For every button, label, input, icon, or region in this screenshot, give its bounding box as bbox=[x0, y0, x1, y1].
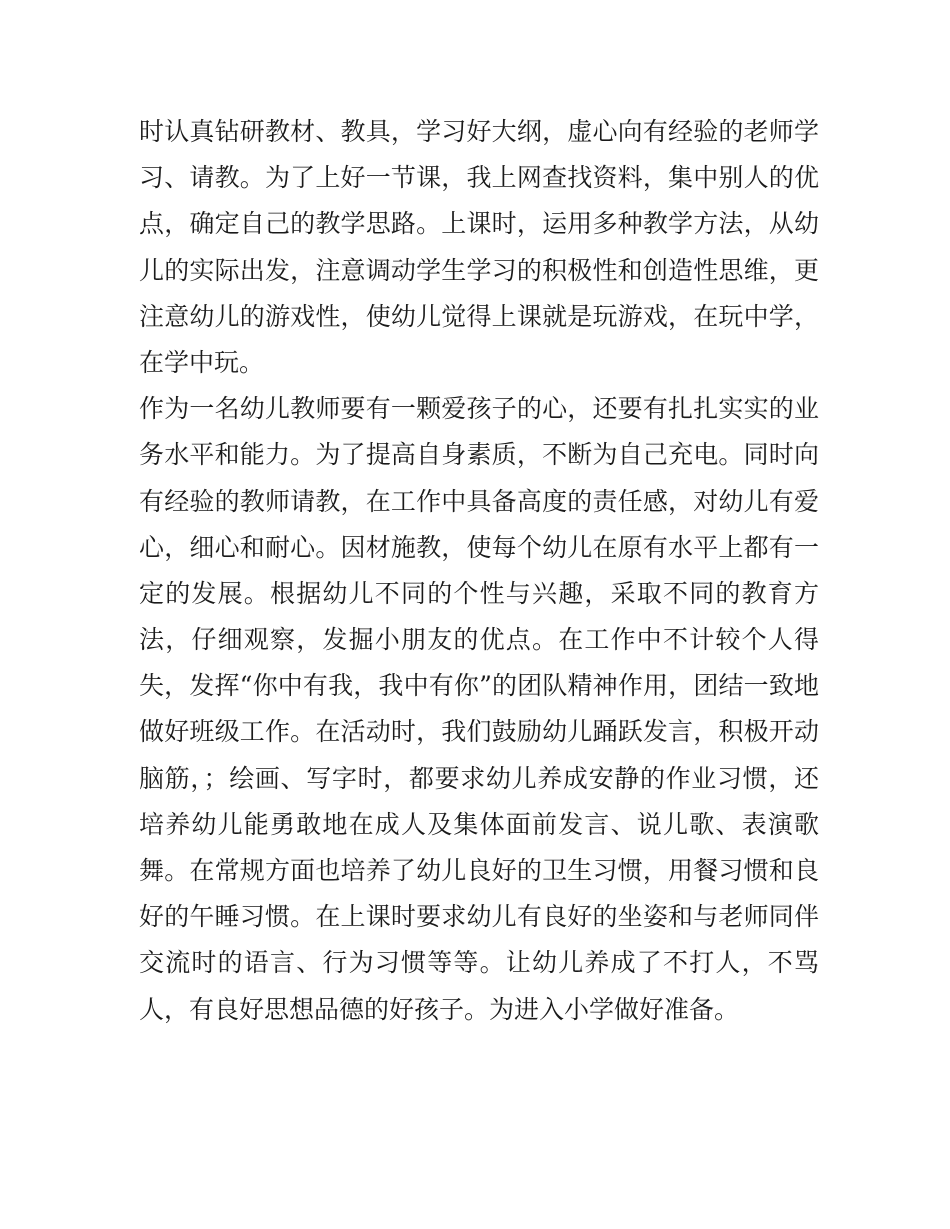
text-line: 点，确定自己的教学思路。上课时，运用多种教学方法，从幼 bbox=[139, 209, 819, 239]
text-line: 脑筋，；绘画、写字时，都要求幼儿养成安静的作业习惯，还 bbox=[139, 763, 819, 793]
text-line: 在学中玩。 bbox=[139, 347, 265, 377]
text-line: 习、请教。为了上好一节课，我上网查找资料，集中别人的优 bbox=[139, 163, 819, 193]
text-line: 做好班级工作。在活动时，我们鼓励幼儿踊跃发言，积极开动 bbox=[139, 717, 819, 747]
paragraph-2 bbox=[139, 386, 819, 1033]
paragraph-1 bbox=[139, 109, 819, 386]
text-line: 务水平和能力。为了提高自身素质，不断为自己充电。同时向 bbox=[139, 440, 819, 470]
text-line: 定的发展。根据幼儿不同的个性与兴趣，采取不同的教育方 bbox=[139, 578, 819, 608]
text-line: 有经验的教师请教，在工作中具备高度的责任感，对幼儿有爱 bbox=[139, 486, 819, 516]
text-line: 好的午睡习惯。在上课时要求幼儿有良好的坐姿和与老师同伴 bbox=[139, 902, 819, 932]
text-line: 儿的实际出发，注意调动学生学习的积极性和创造性思维，更 bbox=[139, 255, 819, 285]
text-line: 注意幼儿的游戏性，使幼儿觉得上课就是玩游戏，在玩中学， bbox=[139, 301, 819, 331]
text-line: 人，有良好思想品德的好孩子。为进入小学做好准备。 bbox=[139, 994, 740, 1024]
text-line: 法，仔细观察，发掘小朋友的优点。在工作中不计较个人得 bbox=[139, 625, 819, 655]
text-line: 作为一名幼儿教师要有一颗爱孩子的心，还要有扎扎实实的业 bbox=[139, 394, 819, 424]
text-line: 失，发挥“你中有我，我中有你”的团队精神作用，团结一致地 bbox=[139, 671, 819, 701]
text-line: 培养幼儿能勇敢地在成人及集体面前发言、说儿歌、表演歌 bbox=[139, 809, 819, 839]
text-line: 心，细心和耐心。因材施教，使每个幼儿在原有水平上都有一 bbox=[139, 532, 819, 562]
text-line: 交流时的语言、行为习惯等等。让幼儿养成了不打人，不骂 bbox=[139, 948, 819, 978]
document-body bbox=[139, 109, 819, 1033]
text-line: 时认真钻研教材、教具，学习好大纲，虚心向有经验的老师学 bbox=[139, 117, 819, 146]
text-line: 舞。在常规方面也培养了幼儿良好的卫生习惯，用餐习惯和良 bbox=[139, 856, 819, 885]
